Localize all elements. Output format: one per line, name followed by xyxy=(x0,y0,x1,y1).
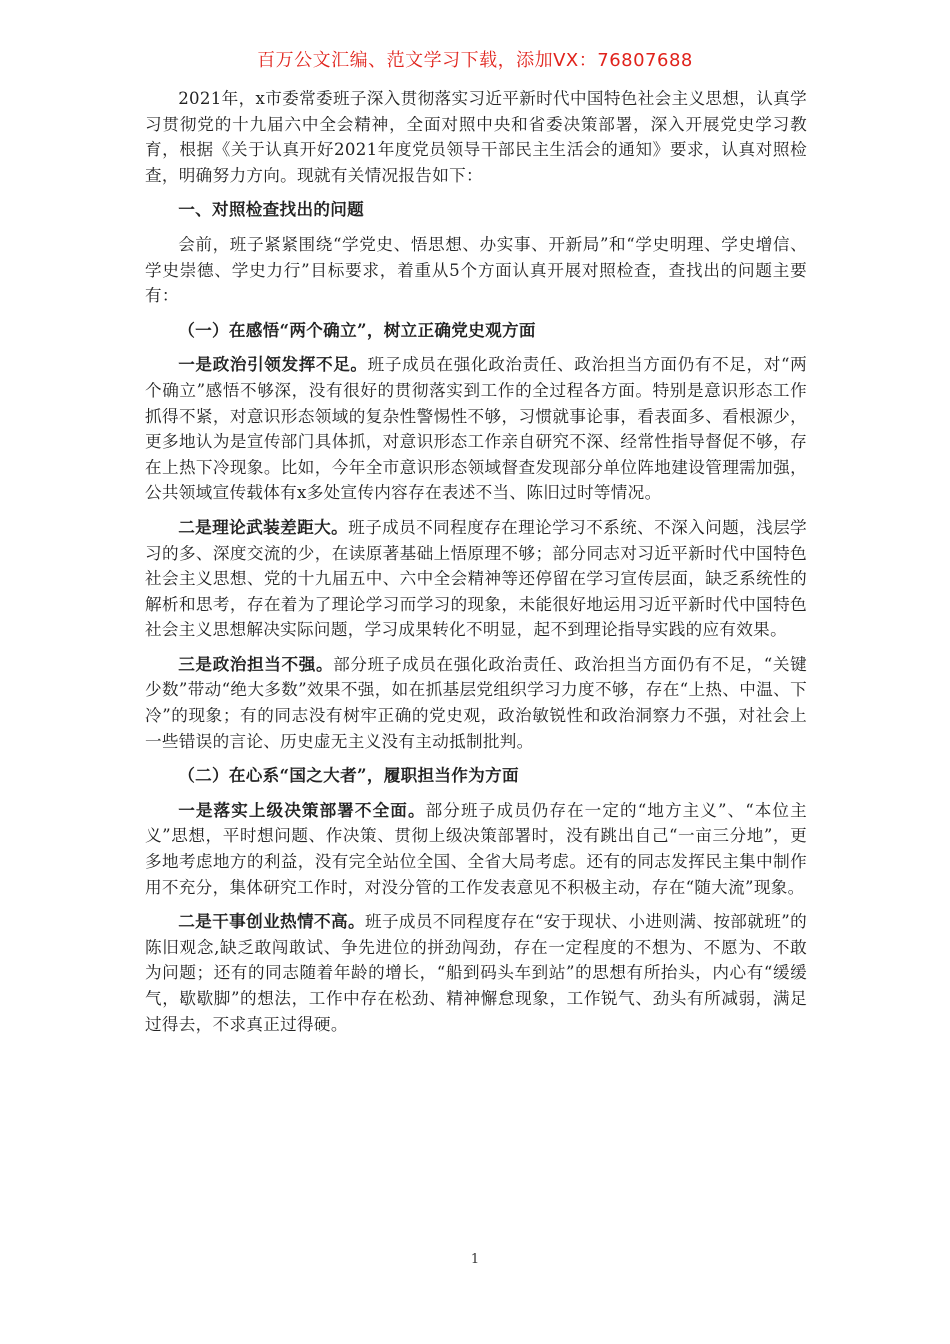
paragraph-3-lead: 三是政治担当不强。 xyxy=(178,653,334,674)
paragraph-1-lead: 一是政治引领发挥不足。 xyxy=(178,354,368,375)
paragraph-5-text: 班子成员不同程度存在“安于现状、小进则满、按部就班”的陈旧观念,缺乏敢闯敢试、争先进位的拼劲闯劲，存在一定程度的不想为、不愿为、不敢为问题；还有的同志随着年龄的增长，“船到码头车到站”的思想有所抬头，内心有“缓缓气，歇歇脚”的想法，工作中存在松劲、精神懈怠现象，工作锐气、劲头有所减弱，满足过得去，不求真正过得硬。 xyxy=(145,912,807,1034)
intro-paragraph: 2021年，x市委常委班子深入贯彻落实习近平新时代中国特色社会主义思想，认真学习贯彻党的十九届六中全会精神，全面对照中央和省委决策部署，深入开展党史学习教育，根据《关于认真开好2021年度党员领导干部民主生活会的通知》要求，认真对照检查，明确努力方向。现就有关情况报告如下： xyxy=(145,89,807,185)
paragraph-1-text: 班子成员在强化政治责任、政治担当方面仍有不足，对“两个确立”感悟不够深，没有很好的贯彻落实到工作的全过程各方面。特别是意识形态工作抓得不紧，对意识形态领域的复杂性警惕性不够，习惯就事论事，看表面多、看根源少，更多地认为是宣传部门具体抓，对意识形态工作亲自研究不深、经常性指导督促不够，存在上热下冷现象。比如，今年全市意识形态领域督查发现部分单位阵地建设管理需加强，公共领域宣传载体有x多处宣传内容存在表述不当、陈旧过时等情况。 xyxy=(145,355,807,503)
paragraph-5-lead: 二是干事创业热情不高。 xyxy=(178,911,365,932)
paragraph-3-text: 部分班子成员在强化政治责任、政治担当方面仍有不足，“关键少数”带动“绝大多数”效果不强，如在抓基层党组织学习力度不够，存在“上热、中温、下冷”的现象；有的同志没有树牢正确的党史观，政治敏锐性和政治洞察力不强，对社会上一些错误的言论、历史虚无主义没有主动抵制批判。 xyxy=(145,654,807,751)
document-body xyxy=(145,86,807,1046)
subsection-heading-2: （二）在心系“国之大者”，履职担当作为方面 xyxy=(178,765,519,786)
paragraph-5 xyxy=(145,909,807,1037)
paragraph-4-text: 部分班子成员仍存在一定的“地方主义”、“本位主义”思想，平时想问题、作决策、贯彻上级决策部署时，没有跳出自己“一亩三分地”，更多地考虑地方的利益，没有完全站位全国、全省大局考虑。还有的同志发挥民主集中制作用不充分，集体研究工作时，对没分管的工作发表意见不积极主动，存在“随大流”现象。 xyxy=(145,800,807,897)
paragraph-2 xyxy=(145,515,807,643)
paragraph-1 xyxy=(145,352,807,506)
section-heading-1: 一、对照检查找出的问题 xyxy=(178,199,365,220)
subsection-heading-1: （一）在感悟“两个确立”，树立正确党史观方面 xyxy=(178,319,536,340)
header-banner: 百万公文汇编、范文学习下载，添加VX：76807688 xyxy=(257,50,693,71)
paragraph-2-text: 班子成员不同程度存在理论学习不系统、不深入问题，浅层学习的多、深度交流的少，在读原著基础上悟原理不够；部分同志对习近平新时代中国特色社会主义思想、党的十九届五中、六中全会精神等还停留在学习宣传层面，缺乏系统性的解析和思考，存在着为了理论学习而学习的现象，未能很好地运用习近平新时代中国特色社会主义思想解决实际问题，学习成果转化不明显，起不到理论指导实践的应有效果。 xyxy=(145,517,807,640)
paragraph-3 xyxy=(145,652,807,754)
paragraph-4 xyxy=(145,798,807,900)
paragraph-2-lead: 二是理论武装差距大。 xyxy=(178,516,349,537)
page-number: 1 xyxy=(470,1252,480,1267)
paragraph-4-lead: 一是落实上级决策部署不全面。 xyxy=(178,799,426,820)
section-intro-paragraph: 会前，班子紧紧围绕“学党史、悟思想、办实事、开新局”和“学史明理、学史增信、学史崇德、学史力行”目标要求，着重从5个方面认真开展对照检查，查找出的问题主要有： xyxy=(145,234,807,306)
